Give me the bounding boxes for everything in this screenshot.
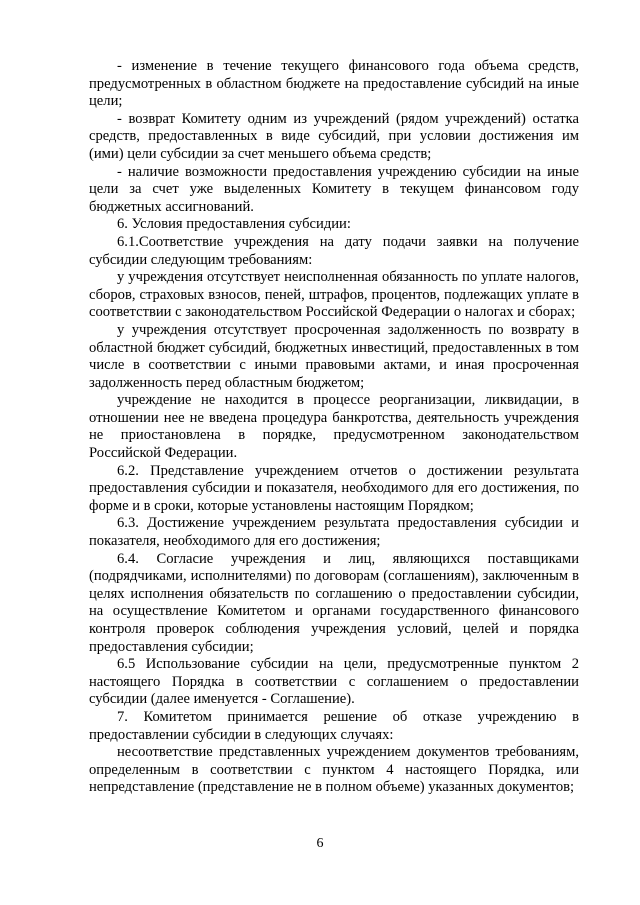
section-heading-7: 7. Комитетом принимается решение об отказе учреждению в предоставлении субсидии в следующих случаях: bbox=[89, 708, 579, 743]
requirement-reorganization: учреждение не находится в процессе реорганизации, ликвидации, в отношении нее не введена процедура банкротства, деятельность учреждения не приостановлена в порядке, предусмотренном законодательством Российской Федерации. bbox=[89, 392, 579, 462]
requirement-taxes: у учреждения отсутствует неисполненная обязанность по уплате налогов, сборов, страховых взносов, пеней, штрафов, процентов, подлежащих уплате в соответствии с законодательством Российской Федерации о налогах и сборах; bbox=[89, 269, 579, 321]
requirement-overdue-debt: у учреждения отсутствует просроченная задолженность по возврату в областной бюджет субсидий, бюджетных инвестиций, предоставленных в том числе в соответствии с иными правовыми актами, и иная просроченная задолженность перед областным бюджетом; bbox=[89, 321, 579, 391]
page-number: 6 bbox=[316, 836, 324, 851]
paragraph-6-5: 6.5 Использование субсидии на цели, предусмотренные пунктом 2 настоящего Порядка в соответствии с соглашением о предоставлении субсидии (далее именуется - Соглашение). bbox=[89, 656, 579, 708]
paragraph-6-2: 6.2. Представление учреждением отчетов о достижении результата предоставления субсидии и показателя, необходимого для его достижения, по форме и в сроки, которые установлены настоящим Порядком; bbox=[89, 462, 579, 514]
paragraph-3: - наличие возможности предоставления учреждению субсидии на иные цели за счет уже выделенных Комитету в текущем финансовом году бюджетных ассигнований. bbox=[89, 163, 579, 215]
paragraph-6-3: 6.3. Достижение учреждением результата предоставления субсидии и показателя, необходимого для его достижения; bbox=[89, 515, 579, 550]
document-body bbox=[89, 58, 579, 797]
refusal-reason-1: несоответствие представленных учреждением документов требованиям, определенным в соответствии с пунктом 4 настоящего Порядка, или непредставление (представление не в полном объеме) указанных документов; bbox=[89, 744, 579, 796]
paragraph-1: - изменение в течение текущего финансового года объема средств, предусмотренных в областном бюджете на предоставление субсидий на иные цели; bbox=[89, 58, 579, 110]
section-heading-6: 6. Условия предоставления субсидии: bbox=[117, 216, 351, 233]
paragraph-2: - возврат Комитету одним из учреждений (рядом учреждений) остатка средств, предоставленных в виде субсидий, при условии достижения им (ими) цели субсидии за счет меньшего объема средств; bbox=[89, 110, 579, 162]
paragraph-6-4: 6.4. Согласие учреждения и лиц, являющихся поставщиками (подрядчиками, исполнителями) по договорам (соглашениям), заключенным в целях исполнения обязательств по соглашению о предоставлении субсидии, на осуществление Комитетом и органами государственного финансового контроля проверок соблюдения учреждения условий, целей и порядка предоставления субсидии; bbox=[89, 550, 579, 655]
paragraph-6-1: 6.1.Соответствие учреждения на дату подачи заявки на получение субсидии следующим требованиям: bbox=[89, 233, 579, 268]
